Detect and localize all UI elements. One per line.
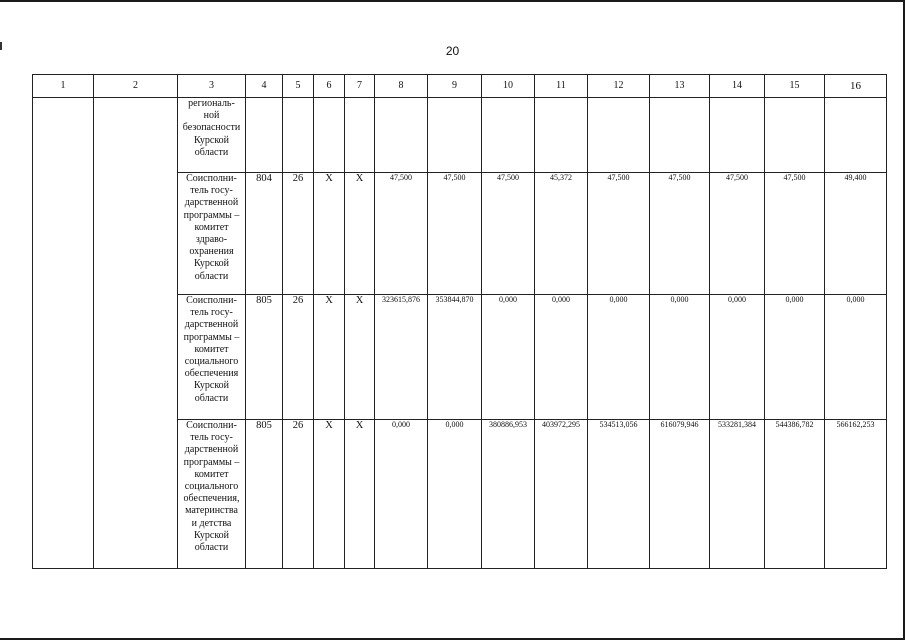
executor-line: Курской <box>193 529 230 541</box>
column-header: 9 <box>428 75 482 98</box>
value-cell: 47,500 <box>428 173 482 295</box>
value-cell: 47,500 <box>765 173 825 295</box>
executor-line: тель госу- <box>190 307 233 319</box>
executor-line: материнства <box>185 505 238 517</box>
value-cell: 0,000 <box>650 295 710 420</box>
column-header: 5 <box>283 75 314 98</box>
code-cell: 26 <box>283 173 314 295</box>
value-cell: 0,000 <box>428 420 482 569</box>
value-cell <box>825 98 887 173</box>
executor-line: Соисполни- <box>186 420 237 431</box>
value-cell: 0,000 <box>588 295 650 420</box>
value-cell <box>375 98 428 173</box>
executor-line: комитет <box>194 221 229 233</box>
scan-border-top <box>0 0 905 2</box>
executor-line: ной <box>203 110 220 122</box>
executor-line: Соисполни- <box>186 173 237 184</box>
value-cell: 47,500 <box>375 173 428 295</box>
executor-line: программы – <box>183 331 240 343</box>
executor-line: тель госу- <box>190 432 233 444</box>
code-cell: Х <box>314 420 345 569</box>
column-header: 1 <box>33 75 94 98</box>
code-cell <box>345 98 375 173</box>
code-cell: 26 <box>283 295 314 420</box>
value-cell: 566162,253 <box>825 420 887 569</box>
value-cell: 380886,953 <box>482 420 535 569</box>
executor-line: области <box>194 392 229 404</box>
executor-line: дарственной <box>184 444 239 456</box>
value-cell <box>765 98 825 173</box>
column-header: 10 <box>482 75 535 98</box>
value-cell: 45,372 <box>535 173 588 295</box>
code-cell: 805 <box>246 295 283 420</box>
executor-line: здраво- <box>195 234 228 246</box>
code-cell: Х <box>345 173 375 295</box>
value-cell: 544386,782 <box>765 420 825 569</box>
value-cell: 47,500 <box>650 173 710 295</box>
value-cell: 47,500 <box>588 173 650 295</box>
value-cell <box>650 98 710 173</box>
value-cell: 533281,384 <box>710 420 765 569</box>
value-cell <box>482 98 535 173</box>
column-header: 4 <box>246 75 283 98</box>
executor-cell <box>178 295 246 420</box>
value-cell: 0,000 <box>825 295 887 420</box>
value-cell: 0,000 <box>535 295 588 420</box>
value-cell: 47,500 <box>710 173 765 295</box>
executor-line: области <box>194 542 229 554</box>
executor-line: тель госу- <box>190 185 233 197</box>
executor-line: обеспечения <box>184 368 239 380</box>
table-header-row <box>33 75 887 98</box>
code-cell: 804 <box>246 173 283 295</box>
code-cell: Х <box>314 173 345 295</box>
executor-line: Курской <box>193 258 230 270</box>
code-cell: Х <box>314 295 345 420</box>
value-cell <box>710 98 765 173</box>
column-header: 2 <box>94 75 178 98</box>
executor-cell <box>178 98 246 173</box>
value-cell <box>588 98 650 173</box>
executor-line: Соисполни- <box>186 295 237 306</box>
value-cell: 49,400 <box>825 173 887 295</box>
executor-line: охранения <box>189 246 234 258</box>
value-cell: 0,000 <box>482 295 535 420</box>
executor-line: региональ- <box>188 98 235 109</box>
col1-cell <box>33 98 94 569</box>
value-cell: 403972,295 <box>535 420 588 569</box>
code-cell: 805 <box>246 420 283 569</box>
page-number: 20 <box>445 44 460 58</box>
code-cell <box>314 98 345 173</box>
value-cell: 323615,876 <box>375 295 428 420</box>
executor-line: и детства <box>191 517 232 529</box>
code-cell <box>246 98 283 173</box>
value-cell: 0,000 <box>375 420 428 569</box>
executor-line: социального <box>184 481 239 493</box>
executor-cell <box>178 173 246 295</box>
executor-line: безопасности <box>182 122 241 134</box>
budget-table <box>32 74 887 569</box>
value-cell: 0,000 <box>765 295 825 420</box>
executor-line: области <box>194 270 229 282</box>
executor-line: комитет <box>194 468 229 480</box>
value-cell: 534513,056 <box>588 420 650 569</box>
code-cell <box>283 98 314 173</box>
value-cell: 0,000 <box>710 295 765 420</box>
code-cell: Х <box>345 420 375 569</box>
value-cell: 616079,946 <box>650 420 710 569</box>
value-cell: 47,500 <box>482 173 535 295</box>
column-header: 6 <box>314 75 345 98</box>
column-header: 16 <box>825 75 887 98</box>
executor-line: Курской <box>193 380 230 392</box>
table-row <box>33 98 887 173</box>
executor-line: программы – <box>183 456 240 468</box>
executor-line: комитет <box>194 343 229 355</box>
code-cell: 26 <box>283 420 314 569</box>
executor-line: обеспечения, <box>183 493 240 505</box>
executor-line: дарственной <box>184 197 239 209</box>
column-header: 13 <box>650 75 710 98</box>
column-header: 7 <box>345 75 375 98</box>
column-header: 3 <box>178 75 246 98</box>
value-cell: 353844,870 <box>428 295 482 420</box>
column-header: 15 <box>765 75 825 98</box>
executor-line: дарственной <box>184 319 239 331</box>
column-header: 8 <box>375 75 428 98</box>
executor-line: программы – <box>183 209 240 221</box>
executor-line: социального <box>184 356 239 368</box>
column-header: 14 <box>710 75 765 98</box>
code-cell: Х <box>345 295 375 420</box>
column-header: 11 <box>535 75 588 98</box>
value-cell <box>428 98 482 173</box>
executor-cell <box>178 420 246 569</box>
executor-line: Курской <box>193 134 230 146</box>
column-header: 12 <box>588 75 650 98</box>
executor-line: области <box>194 146 229 158</box>
col2-cell <box>94 98 178 569</box>
value-cell <box>535 98 588 173</box>
